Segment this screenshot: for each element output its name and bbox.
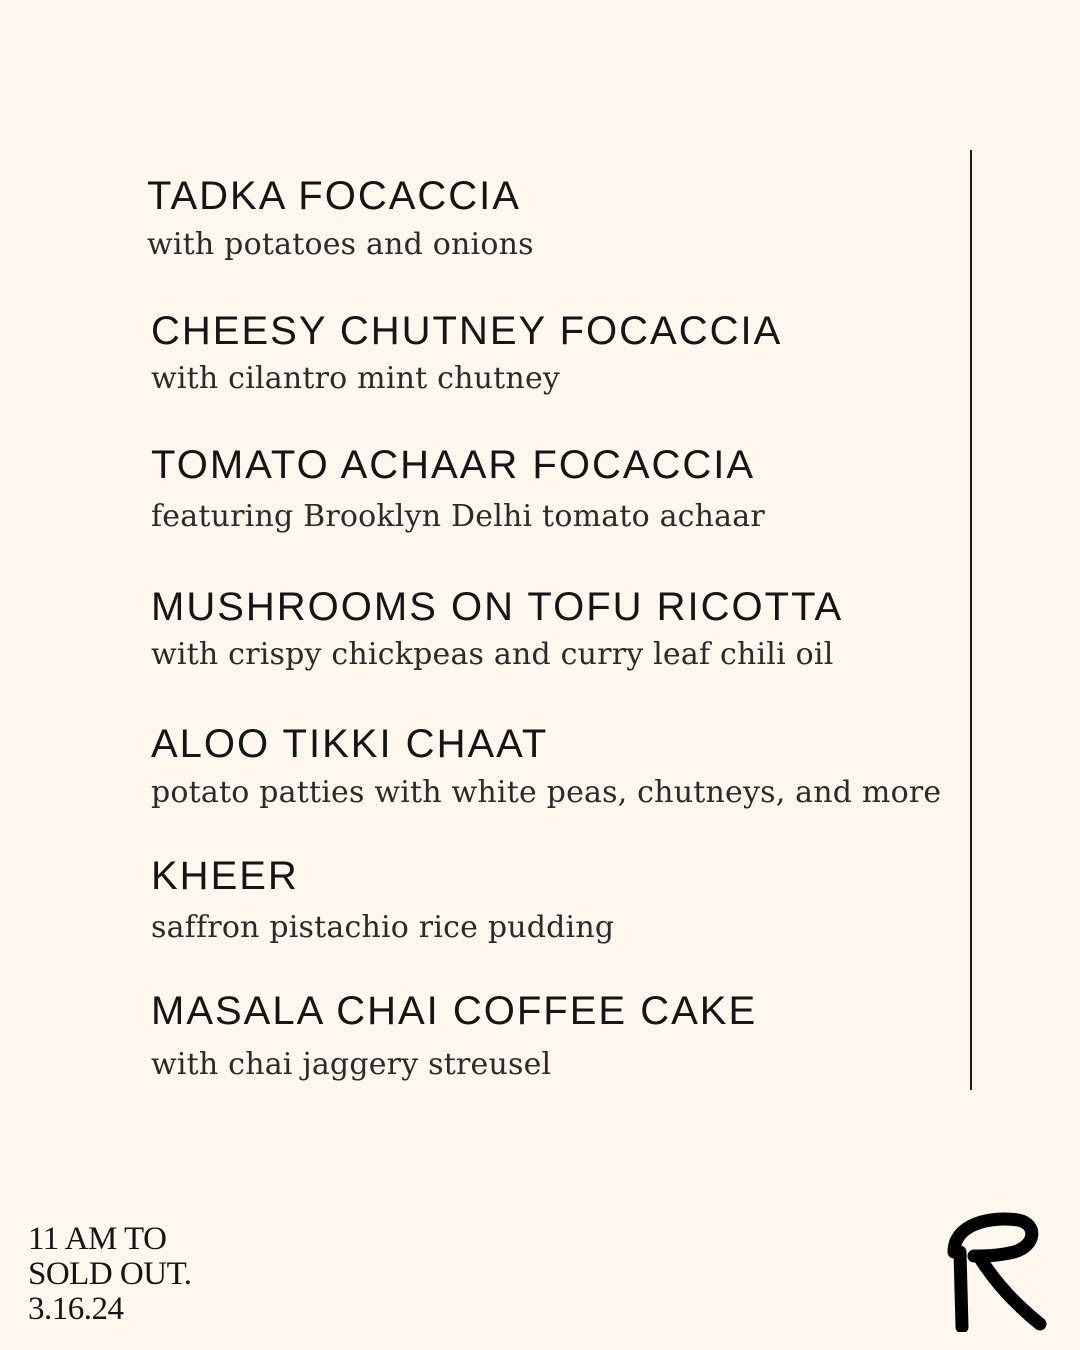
footer-info <box>28 1222 192 1327</box>
vertical-divider <box>970 150 972 1090</box>
menu-item-description: featuring Brooklyn Delhi tomato achaar <box>151 499 765 534</box>
menu-item-description: with chai jaggery streusel <box>151 1047 552 1082</box>
hours-line-1: 11 AM TO <box>28 1221 167 1257</box>
menu-item-name: TADKA FOCACCIA <box>147 174 521 218</box>
menu-item-description: with potatoes and onions <box>147 227 534 262</box>
menu-item-name: MASALA CHAI COFFEE CAKE <box>151 989 758 1033</box>
menu-item-description: with crispy chickpeas and curry leaf chili oil <box>151 637 834 672</box>
r-logo-icon <box>940 1212 1050 1332</box>
menu-item-name: TOMATO ACHAAR FOCACCIA <box>151 443 756 487</box>
menu-item-name: KHEER <box>151 854 299 898</box>
event-date: 3.16.24 <box>28 1291 124 1327</box>
menu-item-name: ALOO TIKKI CHAAT <box>151 722 549 766</box>
menu-item-name: MUSHROOMS ON TOFU RICOTTA <box>151 585 844 629</box>
menu-item-description: potato patties with white peas, chutneys, and more <box>151 775 942 810</box>
menu-item-description: with cilantro mint chutney <box>151 361 561 396</box>
hours-line-2: SOLD OUT. <box>28 1256 192 1292</box>
menu-item-name: CHEESY CHUTNEY FOCACCIA <box>151 309 783 353</box>
menu-item-description: saffron pistachio rice pudding <box>151 910 615 945</box>
